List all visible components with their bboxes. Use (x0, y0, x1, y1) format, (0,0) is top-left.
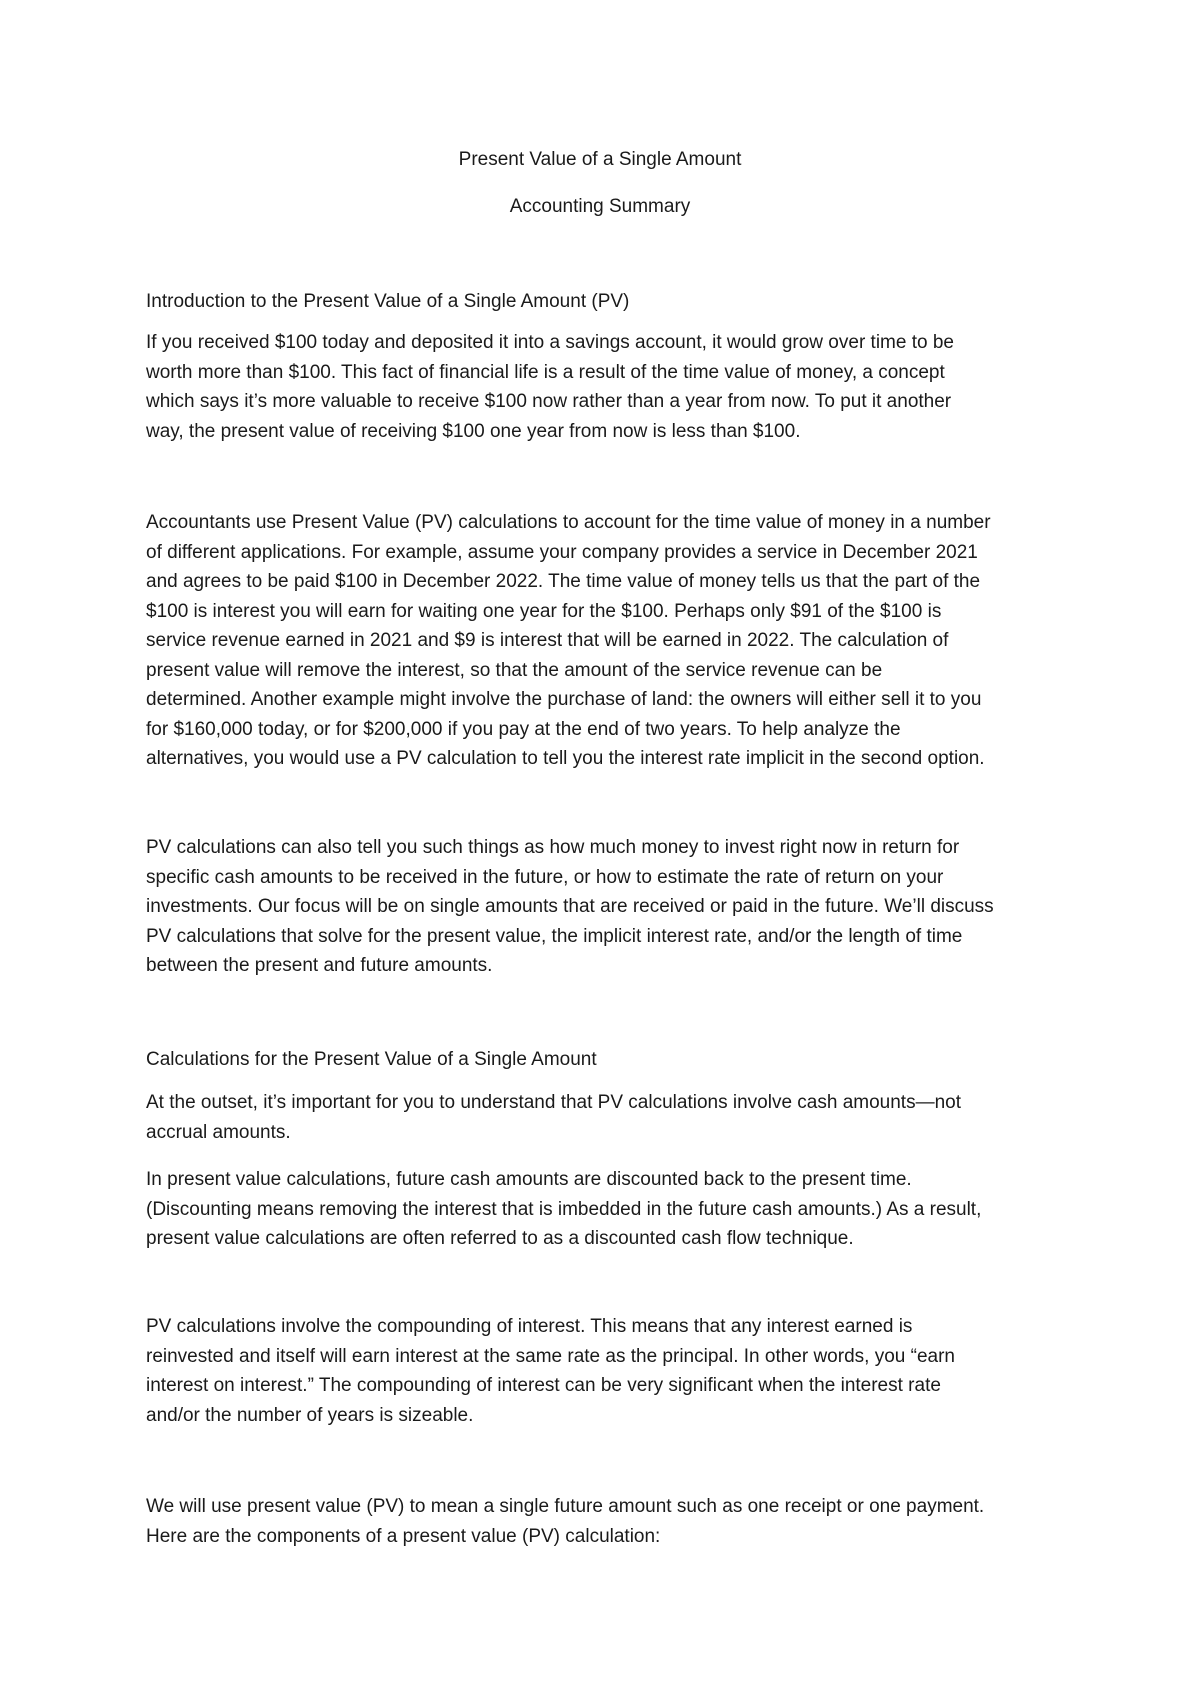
paragraph-line: worth more than $100. This fact of financial life is a result of the time value of money, a concept (146, 361, 945, 383)
paragraph-line: accrual amounts. (146, 1121, 291, 1143)
document-title: Present Value of a Single Amount (458, 149, 742, 170)
paragraph (146, 1312, 1076, 1430)
paragraph-line: reinvested and itself will earn interest at the same rate as the principal. In other words, you “earn (146, 1345, 955, 1367)
paragraph-line: (Discounting means removing the interest that is imbedded in the future cash amounts.) As a result, (146, 1198, 982, 1220)
paragraph-line: We will use present value (PV) to mean a single future amount such as one receipt or one payment. (146, 1496, 985, 1517)
paragraph-line: present value calculations are often referred to as a discounted cash flow technique. (146, 1228, 854, 1249)
paragraph (146, 1492, 1076, 1551)
paragraph-line: $100 is interest you will earn for waiting one year for the $100. Perhaps only $91 of the $100 is (146, 600, 942, 622)
paragraph-line: investments. Our focus will be on single amounts that are received or paid in the future. We’ll discuss (146, 896, 994, 917)
paragraph-line: PV calculations can also tell you such things as how much money to invest right now in return for (146, 837, 960, 858)
paragraph-line: PV calculations that solve for the present value, the implicit interest rate, and/or the length of time (146, 925, 963, 947)
paragraph-line: service revenue earned in 2021 and $9 is interest that will be earned in 2022. The calculation of (146, 630, 949, 651)
paragraph-line: In present value calculations, future cash amounts are discounted back to the present time. (146, 1169, 912, 1190)
paragraph-line: interest on interest.” The compounding of interest can be very significant when the interest rate (146, 1375, 941, 1396)
paragraph (146, 1088, 1076, 1147)
paragraph-line: and agrees to be paid $100 in December 2022. The time value of money tells us that the part of the (146, 571, 981, 592)
paragraph (146, 508, 1076, 774)
paragraph-line: specific cash amounts to be received in the future, or how to estimate the rate of return on your (146, 866, 944, 888)
paragraph-line: Accountants use Present Value (PV) calculations to account for the time value of money in a number (146, 512, 991, 533)
paragraph (146, 1165, 1076, 1254)
section-heading: Introduction to the Present Value of a Single Amount (PV) (146, 291, 630, 312)
paragraph-line: Here are the components of a present value (PV) calculation: (146, 1525, 661, 1547)
paragraph-line: alternatives, you would use a PV calculation to tell you the interest rate implicit in the second option. (146, 748, 985, 769)
paragraph-line: and/or the number of years is sizeable. (146, 1404, 474, 1426)
paragraph-line: present value will remove the interest, so that the amount of the service revenue can be (146, 659, 883, 681)
section-heading: Calculations for the Present Value of a Single Amount (146, 1049, 597, 1070)
paragraph (146, 328, 1076, 446)
paragraph-line: If you received $100 today and deposited it into a savings account, it would grow over time to be (146, 332, 954, 353)
paragraph-line: for $160,000 today, or for $200,000 if you pay at the end of two years. To help analyze the (146, 718, 901, 740)
paragraph-line: way, the present value of receiving $100 one year from now is less than $100. (146, 420, 801, 442)
paragraph-line: between the present and future amounts. (146, 955, 493, 976)
paragraph (146, 833, 1076, 981)
paragraph-line: determined. Another example might involve the purchase of land: the owners will either sell it to you (146, 689, 982, 710)
paragraph-line: of different applications. For example, assume your company provides a service in December 2021 (146, 541, 978, 563)
paragraph-line: At the outset, it’s important for you to understand that PV calculations involve cash amounts—not (146, 1092, 961, 1113)
document-subtitle: Accounting Summary (509, 196, 691, 217)
paragraph-line: PV calculations involve the compounding of interest. This means that any interest earned is (146, 1316, 913, 1337)
paragraph-line: which says it’s more valuable to receive $100 now rather than a year from now. To put it another (146, 391, 952, 412)
